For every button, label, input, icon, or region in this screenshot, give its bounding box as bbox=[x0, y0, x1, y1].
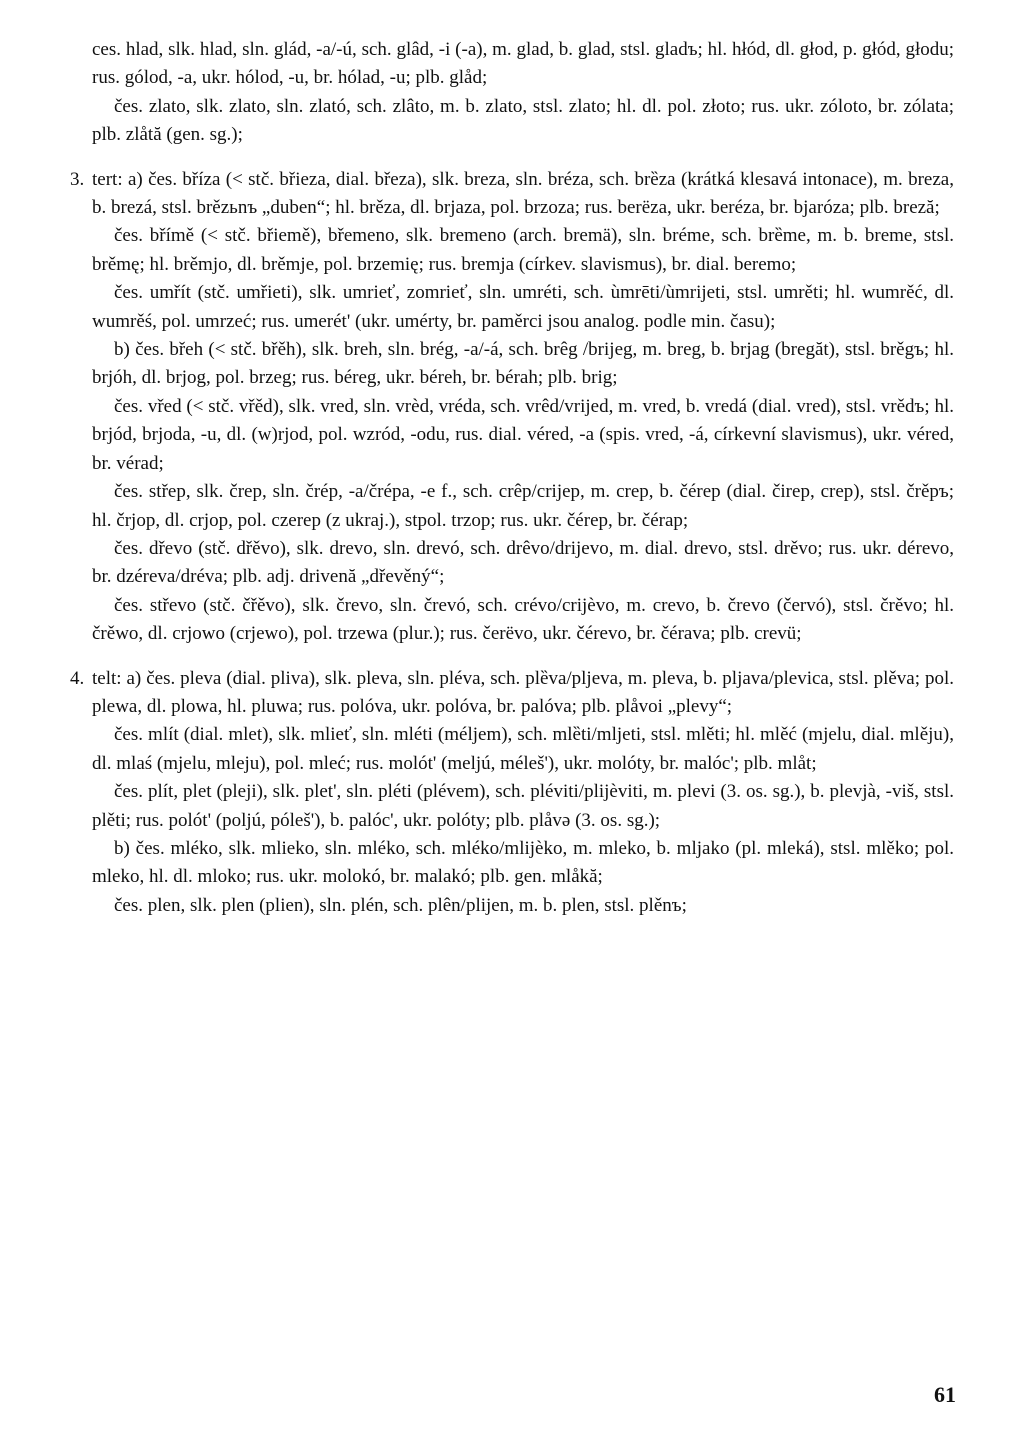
entry-paragraph: čes. břímě (< stč. břiemě), břemeno, slk. bremeno (arch. bremä), sln. bréme, sch. brȅme, m. b. breme, stsl. brěmę; hl. brěmjo, dl. brěmje, pol. brzemię; rus. bremja (církev. slavismus), br. dial. beremo; bbox=[92, 225, 954, 275]
entry-paragraph: čes. střevo (stč. čřěvo), slk. črevo, sln. črevó, sch. crévo/crijèvo, m. crevo, b. črevo (červó), stsl. črěvo; hl. črěwo, dl. crjowo (crjewo), pol. trzewa (plur.); rus. čerëvo, ukr. čérevo, br. čérava; plb. crevü; bbox=[92, 594, 954, 645]
entry-paragraph: ces. hlad, slk. hlad, sln. glád, -a/-ú, sch. glâd, -i (-a), m. glad, b. glad, stsl. gladъ; hl. hłód, dl. głod, p. głód, głodu; rus. gólod, -a, ukr. hólod, -u, br. hólad, -u; plb. glåd; bbox=[92, 39, 954, 89]
entry-paragraph: telt: a) čes. pleva (dial. pliva), slk. pleva, sln. pléva, sch. plȅva/pljeva, m. pleva, b. pljava/plevica, stsl. plěva; pol. plewa, dl. plowa, hl. pluwa; rus. polóva, ukr. polóva, br. palóva; plb. plåvoi „plevy“; bbox=[92, 667, 954, 717]
entry-paragraph: čes. umřít (stč. umřieti), slk. umrieť, zomrieť, sln. umréti, sch. ùmrēti/ùmrijeti, stsl. umrěti; hl. wumrěć, dl. wumrěś, pol. umrzeć; rus. umerét' (ukr. umérty, br. paměrci jsou analog. podle min. času); bbox=[92, 282, 954, 332]
section-4 bbox=[70, 665, 954, 921]
entry-paragraph: čes. vřed (< stč. vřěd), slk. vred, sln. vrèd, vréda, sch. vrêd/vrijed, m. vred, b. vredá (dial. vred), stsl. vrědъ; hl. brjód, brjoda, -u, dl. (w)rjod, pol. wzród, -odu, rus. dial. véred, -a (spis. vred, -á, církevní slavismus), ukr. véred, br. vérad; bbox=[92, 395, 954, 474]
section-3 bbox=[70, 166, 954, 649]
section-number: 4. bbox=[70, 667, 85, 689]
page-number: 61 bbox=[934, 1382, 956, 1407]
entry-paragraph: b) čes. břeh (< stč. břěh), slk. breh, sln. brég, -a/-á, sch. brêg /brijeg, m. breg, b. brjag (bregăt), stsl. brěgъ; hl. brjóh, dl. brjog, pol. brzeg; rus. béreg, ukr. béreh, br. bérah; plb. brig; bbox=[92, 339, 954, 389]
entry-paragraph: čes. plen, slk. plen (plien), sln. plén, sch. plên/plijen, m. b. plen, stsl. plěnъ; bbox=[114, 894, 687, 916]
section-number: 3. bbox=[70, 168, 85, 190]
section-continuation bbox=[92, 36, 954, 150]
entry-paragraph: tert: a) čes. bříza (< stč. břieza, dial. březa), slk. breza, sln. bréza, sch. brȅza (krátká klesavá intonace), m. breza, b. brezá, stsl. brězьnъ „duben“; hl. brěza, dl. brjaza, pol. brzoza; rus. berëza, ukr. beréza, br. bjaróza; plb. breză; bbox=[92, 168, 954, 219]
entry-paragraph: čes. mlít (dial. mlet), slk. mlieť, sln. mléti (méljem), sch. mlȅti/mljeti, stsl. mlěti; hl. mlěć (mjelu, dial. mlěju), dl. mlaś (mjelu, mleju), pol. mleć; rus. molót' (meljú, méleš'), ukr. molóty, br. malóc'; plb. mlåt; bbox=[92, 724, 954, 774]
entry-paragraph: čes. střep, slk. črep, sln. črép, -a/črépa, -e f., sch. crêp/crijep, m. crep, b. čérep (dial. čirep, crep), stsl. črěpъ; hl. črjop, dl. crjop, pol. czerep (z ukraj.), stpol. trzop; rus. ukr. čérep, br. čérap; bbox=[92, 481, 954, 531]
entry-paragraph: čes. zlato, slk. zlato, sln. zlató, sch. zlâto, m. b. zlato, stsl. zlato; hl. dl. pol. złoto; rus. ukr. zóloto, br. zólata; plb. zlåtă (gen. sg.); bbox=[92, 95, 954, 146]
entry-paragraph: čes. plít, plet (pleji), slk. plet', sln. pléti (plévem), sch. pléviti/plijèviti, m. plevi (3. os. sg.), b. plevjà, -viš, stsl. plěti; rus. polót' (poljú, póleš'), b. palóc', ukr. polóty; plb. plåvə (3. os. sg.); bbox=[92, 781, 954, 831]
entry-paragraph: čes. dřevo (stč. dřěvo), slk. drevo, sln. drevó, sch. drêvo/drijevo, m. dial. drevo, stsl. drěvo; rus. ukr. dérevo, br. dzéreva/dréva; plb. adj. drivenă „dřevěný“; bbox=[92, 537, 954, 588]
entry-paragraph: b) čes. mléko, slk. mlieko, sln. mléko, sch. mléko/mlijèko, m. mleko, b. mljako (pl. mleká), stsl. mlěko; pol. mleko, hl. dl. mloko; rus. ukr. molokó, br. malakó; plb. gen. mlåkă; bbox=[92, 837, 954, 888]
